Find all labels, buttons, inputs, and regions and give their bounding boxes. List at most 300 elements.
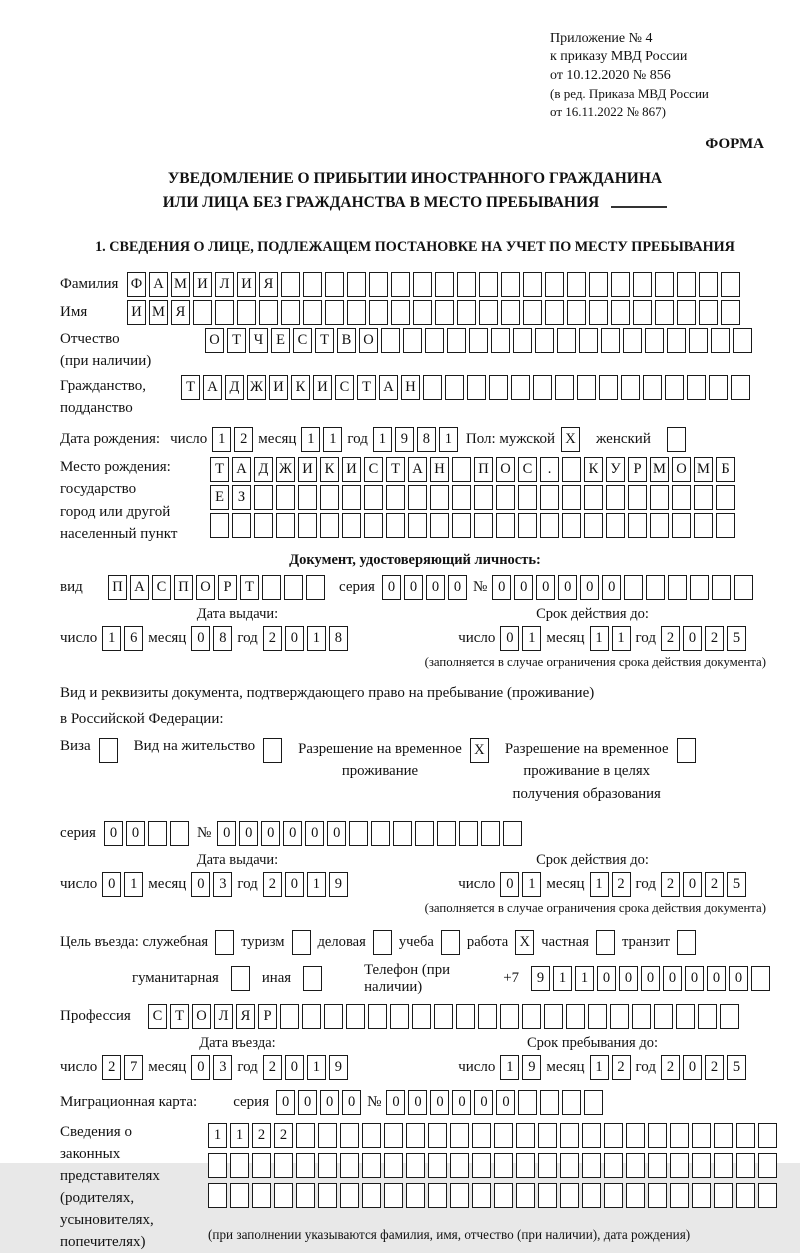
char-cell — [302, 1004, 321, 1029]
char-cell: 1 — [373, 427, 392, 452]
doc-kind-cells — [108, 575, 325, 600]
char-cell: 0 — [474, 1090, 493, 1115]
char-cell — [624, 575, 643, 600]
char-cell[interactable]: X — [561, 427, 580, 452]
char-cell: 0 — [285, 1055, 304, 1080]
char-cell — [604, 1123, 623, 1148]
char-cell — [479, 300, 498, 325]
char-cell[interactable] — [215, 930, 234, 955]
char-cell: 2 — [263, 872, 282, 897]
char-cell — [325, 272, 344, 297]
char-cell: 2 — [705, 626, 724, 651]
char-cell — [588, 1004, 607, 1029]
char-cell[interactable]: X — [515, 930, 534, 955]
char-cell — [362, 1153, 381, 1178]
char-cell — [632, 1004, 651, 1029]
char-cell — [721, 272, 740, 297]
year-word: год — [635, 875, 656, 892]
identity-valid-group — [458, 626, 746, 651]
char-cell — [386, 485, 405, 510]
char-cell: С — [148, 1004, 167, 1029]
month-word: месяц — [148, 629, 187, 646]
char-cell — [716, 485, 735, 510]
char-cell — [230, 1153, 249, 1178]
stay-doc-options — [60, 738, 770, 805]
char-cell[interactable] — [373, 930, 392, 955]
char-cell: А — [379, 375, 398, 400]
char-cell: 3 — [213, 1055, 232, 1080]
char-cell — [582, 1153, 601, 1178]
month-word: месяц — [546, 875, 585, 892]
char-cell: 5 — [727, 872, 746, 897]
char-cell — [709, 375, 728, 400]
char-cell — [425, 328, 444, 353]
char-cell — [668, 575, 687, 600]
char-cell — [281, 300, 300, 325]
char-cell: 2 — [263, 626, 282, 651]
char-cell: Н — [401, 375, 420, 400]
entry-date-header: Дата въезда: — [199, 1034, 276, 1051]
char-cell: 1 — [102, 626, 121, 651]
char-cell — [611, 300, 630, 325]
char-cell — [610, 1004, 629, 1029]
study-label: учеба — [398, 933, 434, 950]
form-title — [60, 167, 770, 215]
char-cell — [381, 328, 400, 353]
char-cell: И — [193, 272, 212, 297]
surname-label: Фамилия — [60, 275, 119, 292]
representatives-block — [60, 1121, 770, 1253]
char-cell — [648, 1153, 667, 1178]
char-cell: 1 — [522, 626, 541, 651]
char-cell — [584, 1090, 603, 1115]
char-cell: 0 — [536, 575, 555, 600]
char-cell: И — [127, 300, 146, 325]
char-cell: Ф — [127, 272, 146, 297]
char-cell — [692, 1153, 711, 1178]
stay-number-label: № — [196, 824, 212, 841]
char-cell[interactable] — [292, 930, 311, 955]
char-cell — [694, 513, 713, 538]
char-cell — [584, 485, 603, 510]
day-word: число — [458, 875, 496, 892]
char-cell: 0 — [663, 966, 682, 991]
char-cell: 0 — [597, 966, 616, 991]
char-cell — [650, 485, 669, 510]
doc-series-label: серия — [339, 578, 375, 595]
char-cell: 0 — [285, 872, 304, 897]
char-cell — [450, 1123, 469, 1148]
stay-doc-intro-line1: Вид и реквизиты документа, подтверждающего право на пребывание (проживание) — [60, 684, 595, 701]
title-blank-underline — [611, 206, 667, 208]
private-checkbox[interactable] — [596, 930, 615, 955]
char-cell — [296, 1123, 315, 1148]
residence-permit-label: Вид на жительство — [133, 738, 256, 755]
char-cell[interactable]: X — [470, 738, 489, 763]
char-cell — [252, 1153, 271, 1178]
char-cell — [457, 300, 476, 325]
char-cell — [736, 1183, 755, 1208]
char-cell — [193, 300, 212, 325]
label-line: усыновителях, — [60, 1212, 154, 1228]
char-cell: 0 — [191, 1055, 210, 1080]
char-cell — [676, 1004, 695, 1029]
char-cell: 0 — [448, 575, 467, 600]
char-cell: Т — [227, 328, 246, 353]
char-cell — [516, 1153, 535, 1178]
sex-male-checkbox[interactable] — [561, 427, 580, 452]
firstname-label: Имя — [60, 303, 88, 320]
form-title-line2-wrap — [60, 191, 770, 215]
char-cell — [672, 485, 691, 510]
surname-cells — [127, 272, 740, 297]
char-cell — [731, 375, 750, 400]
char-cell: И — [237, 272, 256, 297]
char-cell: 0 — [683, 1055, 702, 1080]
char-cell[interactable] — [677, 738, 696, 763]
char-cell: 9 — [329, 872, 348, 897]
char-cell: О — [496, 457, 515, 482]
char-cell — [604, 1183, 623, 1208]
citizenship-cells — [181, 375, 750, 400]
char-cell: 5 — [727, 1055, 746, 1080]
stay-valid-year — [661, 872, 746, 897]
business-label: деловая — [317, 933, 366, 950]
char-cell: 0 — [683, 626, 702, 651]
char-cell: И — [313, 375, 332, 400]
char-cell — [503, 821, 522, 846]
label-line: Разрешение на временное — [504, 741, 669, 758]
char-cell — [633, 272, 652, 297]
char-cell[interactable] — [303, 966, 322, 991]
tourism-checkbox[interactable] — [292, 930, 311, 955]
visa-checkbox[interactable] — [99, 738, 118, 763]
char-cell: П — [474, 457, 493, 482]
char-cell — [340, 1183, 359, 1208]
char-cell: А — [130, 575, 149, 600]
char-cell: Ч — [249, 328, 268, 353]
phone-cells — [531, 966, 770, 991]
char-cell — [501, 300, 520, 325]
char-cell — [692, 1123, 711, 1148]
valid-header: Срок действия до: — [536, 851, 649, 868]
char-cell — [555, 375, 574, 400]
char-cell: А — [149, 272, 168, 297]
char-cell: 2 — [252, 1123, 271, 1148]
entry-date-group — [60, 1055, 348, 1080]
label-line: (родителях, — [60, 1189, 135, 1206]
char-cell — [469, 328, 488, 353]
char-cell: Е — [271, 328, 290, 353]
char-cell — [736, 1123, 755, 1148]
char-cell — [577, 375, 596, 400]
residence-permit-checkbox[interactable] — [263, 738, 282, 763]
edu-residence-option — [505, 738, 696, 805]
char-cell — [511, 375, 530, 400]
char-cell: 0 — [426, 575, 445, 600]
year-word: год — [237, 875, 258, 892]
char-cell: С — [364, 457, 383, 482]
other-label: иная — [261, 970, 292, 987]
char-cell — [655, 272, 674, 297]
char-cell — [413, 272, 432, 297]
stay-doc-dates — [60, 872, 770, 897]
section1-heading: 1. СВЕДЕНИЯ О ЛИЦЕ, ПОДЛЕЖАЩЕМ ПОСТАНОВКЕ НА УЧЕТ ПО МЕСТУ ПРЕБЫВАНИЯ — [95, 238, 735, 255]
humanitarian-checkbox[interactable] — [231, 966, 250, 991]
char-cell: 0 — [386, 1090, 405, 1115]
char-cell: 0 — [707, 966, 726, 991]
char-cell — [758, 1183, 777, 1208]
char-cell: К — [584, 457, 603, 482]
char-cell — [430, 485, 449, 510]
char-cell: Д — [254, 457, 273, 482]
birth-year-cells — [373, 427, 458, 452]
char-cell — [364, 485, 383, 510]
char-cell[interactable] — [677, 930, 696, 955]
char-cell — [518, 485, 537, 510]
char-cell — [540, 1090, 559, 1115]
study-checkbox[interactable] — [441, 930, 460, 955]
stay-valid-group — [458, 872, 746, 897]
char-cell — [434, 1004, 453, 1029]
char-cell — [276, 485, 295, 510]
transit-label: транзит — [621, 933, 671, 950]
doc-number-cells — [492, 575, 753, 600]
char-cell: 2 — [612, 1055, 631, 1080]
char-cell — [403, 328, 422, 353]
char-cell — [369, 272, 388, 297]
temp-residence-option — [298, 738, 489, 782]
char-cell: 0 — [580, 575, 599, 600]
char-cell — [690, 575, 709, 600]
patronymic-row — [60, 328, 770, 373]
char-cell — [320, 513, 339, 538]
char-cell — [655, 300, 674, 325]
char-cell — [579, 328, 598, 353]
char-cell — [413, 300, 432, 325]
char-cell — [274, 1153, 293, 1178]
edu-residence-label — [505, 738, 669, 805]
char-cell — [368, 1004, 387, 1029]
char-cell: С — [152, 575, 171, 600]
patronymic-label — [60, 328, 205, 373]
char-cell — [415, 821, 434, 846]
char-cell — [280, 1004, 299, 1029]
entry-date-headers — [60, 1035, 770, 1052]
year-word: год — [347, 430, 368, 447]
char-cell: 1 — [307, 1055, 326, 1080]
day-word: число — [60, 875, 98, 892]
char-cell: Ж — [276, 457, 295, 482]
char-cell: П — [174, 575, 193, 600]
char-cell — [665, 375, 684, 400]
identity-doc-heading: Документ, удостоверяющий личность: — [289, 551, 541, 568]
char-cell: Т — [315, 328, 334, 353]
char-cell: 1 — [307, 626, 326, 651]
char-cell — [364, 513, 383, 538]
char-cell: 1 — [522, 872, 541, 897]
char-cell — [687, 375, 706, 400]
char-cell[interactable] — [596, 930, 615, 955]
stay-until-header: Срок пребывания до: — [527, 1034, 658, 1051]
char-cell: С — [293, 328, 312, 353]
char-cell — [544, 1004, 563, 1029]
stay-doc-date-headers — [60, 852, 770, 869]
char-cell — [491, 328, 510, 353]
char-cell — [606, 513, 625, 538]
label-line: город или другой — [60, 503, 171, 520]
char-cell: 9 — [531, 966, 550, 991]
work-checkbox[interactable] — [515, 930, 534, 955]
birthplace-row1-cells — [210, 457, 735, 482]
char-cell: 0 — [283, 821, 302, 846]
char-cell — [501, 272, 520, 297]
char-cell: 0 — [382, 575, 401, 600]
label-line: представителях — [60, 1167, 160, 1184]
char-cell — [435, 272, 454, 297]
char-cell — [714, 1183, 733, 1208]
other-checkbox[interactable] — [303, 966, 322, 991]
temp-residence-checkbox[interactable] — [470, 738, 489, 763]
char-cell — [699, 272, 718, 297]
char-cell: Т — [386, 457, 405, 482]
char-cell — [467, 375, 486, 400]
char-cell — [452, 485, 471, 510]
char-cell — [628, 485, 647, 510]
day-word: число — [458, 1058, 496, 1075]
char-cell — [296, 1183, 315, 1208]
valid-header: Срок действия до: — [536, 605, 649, 622]
char-cell — [566, 1004, 585, 1029]
stay-number-cells — [217, 821, 522, 846]
char-cell: 0 — [276, 1090, 295, 1115]
appendix-line: к приказу МВД России — [550, 49, 688, 65]
char-cell[interactable] — [99, 738, 118, 763]
birthplace-rows — [210, 457, 735, 538]
char-cell: 0 — [191, 872, 210, 897]
work-label: работа — [466, 933, 509, 950]
char-cell — [633, 300, 652, 325]
stay-doc-series-row — [60, 821, 770, 846]
char-cell — [303, 272, 322, 297]
char-cell — [406, 1123, 425, 1148]
char-cell — [324, 1004, 343, 1029]
char-cell — [230, 1183, 249, 1208]
until-month — [590, 1055, 631, 1080]
char-cell — [237, 300, 256, 325]
char-cell: А — [408, 457, 427, 482]
char-cell — [303, 300, 322, 325]
edu-residence-checkbox[interactable] — [677, 738, 696, 763]
char-cell: М — [650, 457, 669, 482]
char-cell — [445, 375, 464, 400]
stay-valid-month — [590, 872, 631, 897]
char-cell: 1 — [301, 427, 320, 452]
char-cell — [496, 513, 515, 538]
label-line: населенный пункт — [60, 526, 178, 543]
appendix-line: от 10.12.2020 № 856 — [550, 67, 671, 83]
stay-doc-intro-line2: в Российской Федерации: — [60, 711, 224, 727]
char-cell — [698, 1004, 717, 1029]
char-cell: Р — [258, 1004, 277, 1029]
char-cell: 2 — [661, 872, 680, 897]
char-cell — [650, 513, 669, 538]
birthplace-row2-cells — [210, 485, 735, 510]
entry-dates — [60, 1055, 770, 1080]
char-cell: О — [196, 575, 215, 600]
char-cell — [599, 375, 618, 400]
char-cell: М — [149, 300, 168, 325]
official-checkbox[interactable] — [215, 930, 234, 955]
char-cell — [457, 272, 476, 297]
firstname-row — [60, 300, 770, 325]
char-cell: И — [342, 457, 361, 482]
year-word: год — [237, 1058, 258, 1075]
birthdate-group — [170, 427, 458, 452]
char-cell — [210, 513, 229, 538]
entry-month — [191, 1055, 232, 1080]
birth-month-cells — [301, 427, 342, 452]
char-cell — [254, 513, 273, 538]
char-cell — [733, 328, 752, 353]
representatives-labels — [60, 1121, 208, 1253]
visit-purpose-row — [60, 930, 770, 955]
char-cell — [318, 1123, 337, 1148]
char-cell: 2 — [274, 1123, 293, 1148]
char-cell: Т — [181, 375, 200, 400]
char-cell — [716, 513, 735, 538]
char-cell — [734, 575, 753, 600]
char-cell: 0 — [191, 626, 210, 651]
char-cell — [540, 513, 559, 538]
char-cell — [254, 485, 273, 510]
private-label: частная — [541, 933, 589, 950]
char-cell — [362, 1183, 381, 1208]
char-cell — [496, 485, 515, 510]
char-cell — [689, 328, 708, 353]
sex-female-label: женский — [596, 430, 651, 447]
char-cell[interactable] — [263, 738, 282, 763]
char-cell: . — [540, 457, 559, 482]
char-cell[interactable] — [441, 930, 460, 955]
char-cell — [450, 1153, 469, 1178]
char-cell: 0 — [558, 575, 577, 600]
char-cell[interactable] — [231, 966, 250, 991]
char-cell — [346, 1004, 365, 1029]
label-line: Место рождения: — [60, 458, 171, 475]
representatives-row2-cells — [208, 1153, 777, 1178]
sex-female-checkbox[interactable] — [667, 427, 686, 452]
char-cell — [340, 1153, 359, 1178]
business-checkbox[interactable] — [373, 930, 392, 955]
char-cell: Т — [170, 1004, 189, 1029]
profession-row — [60, 1004, 770, 1029]
identity-issued-group — [60, 626, 348, 651]
issued-header: Дата выдачи: — [196, 605, 279, 622]
char-cell — [500, 1004, 519, 1029]
char-cell: 0 — [496, 1090, 515, 1115]
transit-checkbox[interactable] — [677, 930, 696, 955]
char-cell: 1 — [124, 872, 143, 897]
char-cell: 0 — [492, 575, 511, 600]
char-cell: С — [518, 457, 537, 482]
char-cell — [386, 513, 405, 538]
char-cell: 8 — [213, 626, 232, 651]
label-line: получения образования — [512, 785, 661, 802]
doc-series-cells — [382, 575, 467, 600]
char-cell — [601, 328, 620, 353]
char-cell[interactable] — [667, 427, 686, 452]
